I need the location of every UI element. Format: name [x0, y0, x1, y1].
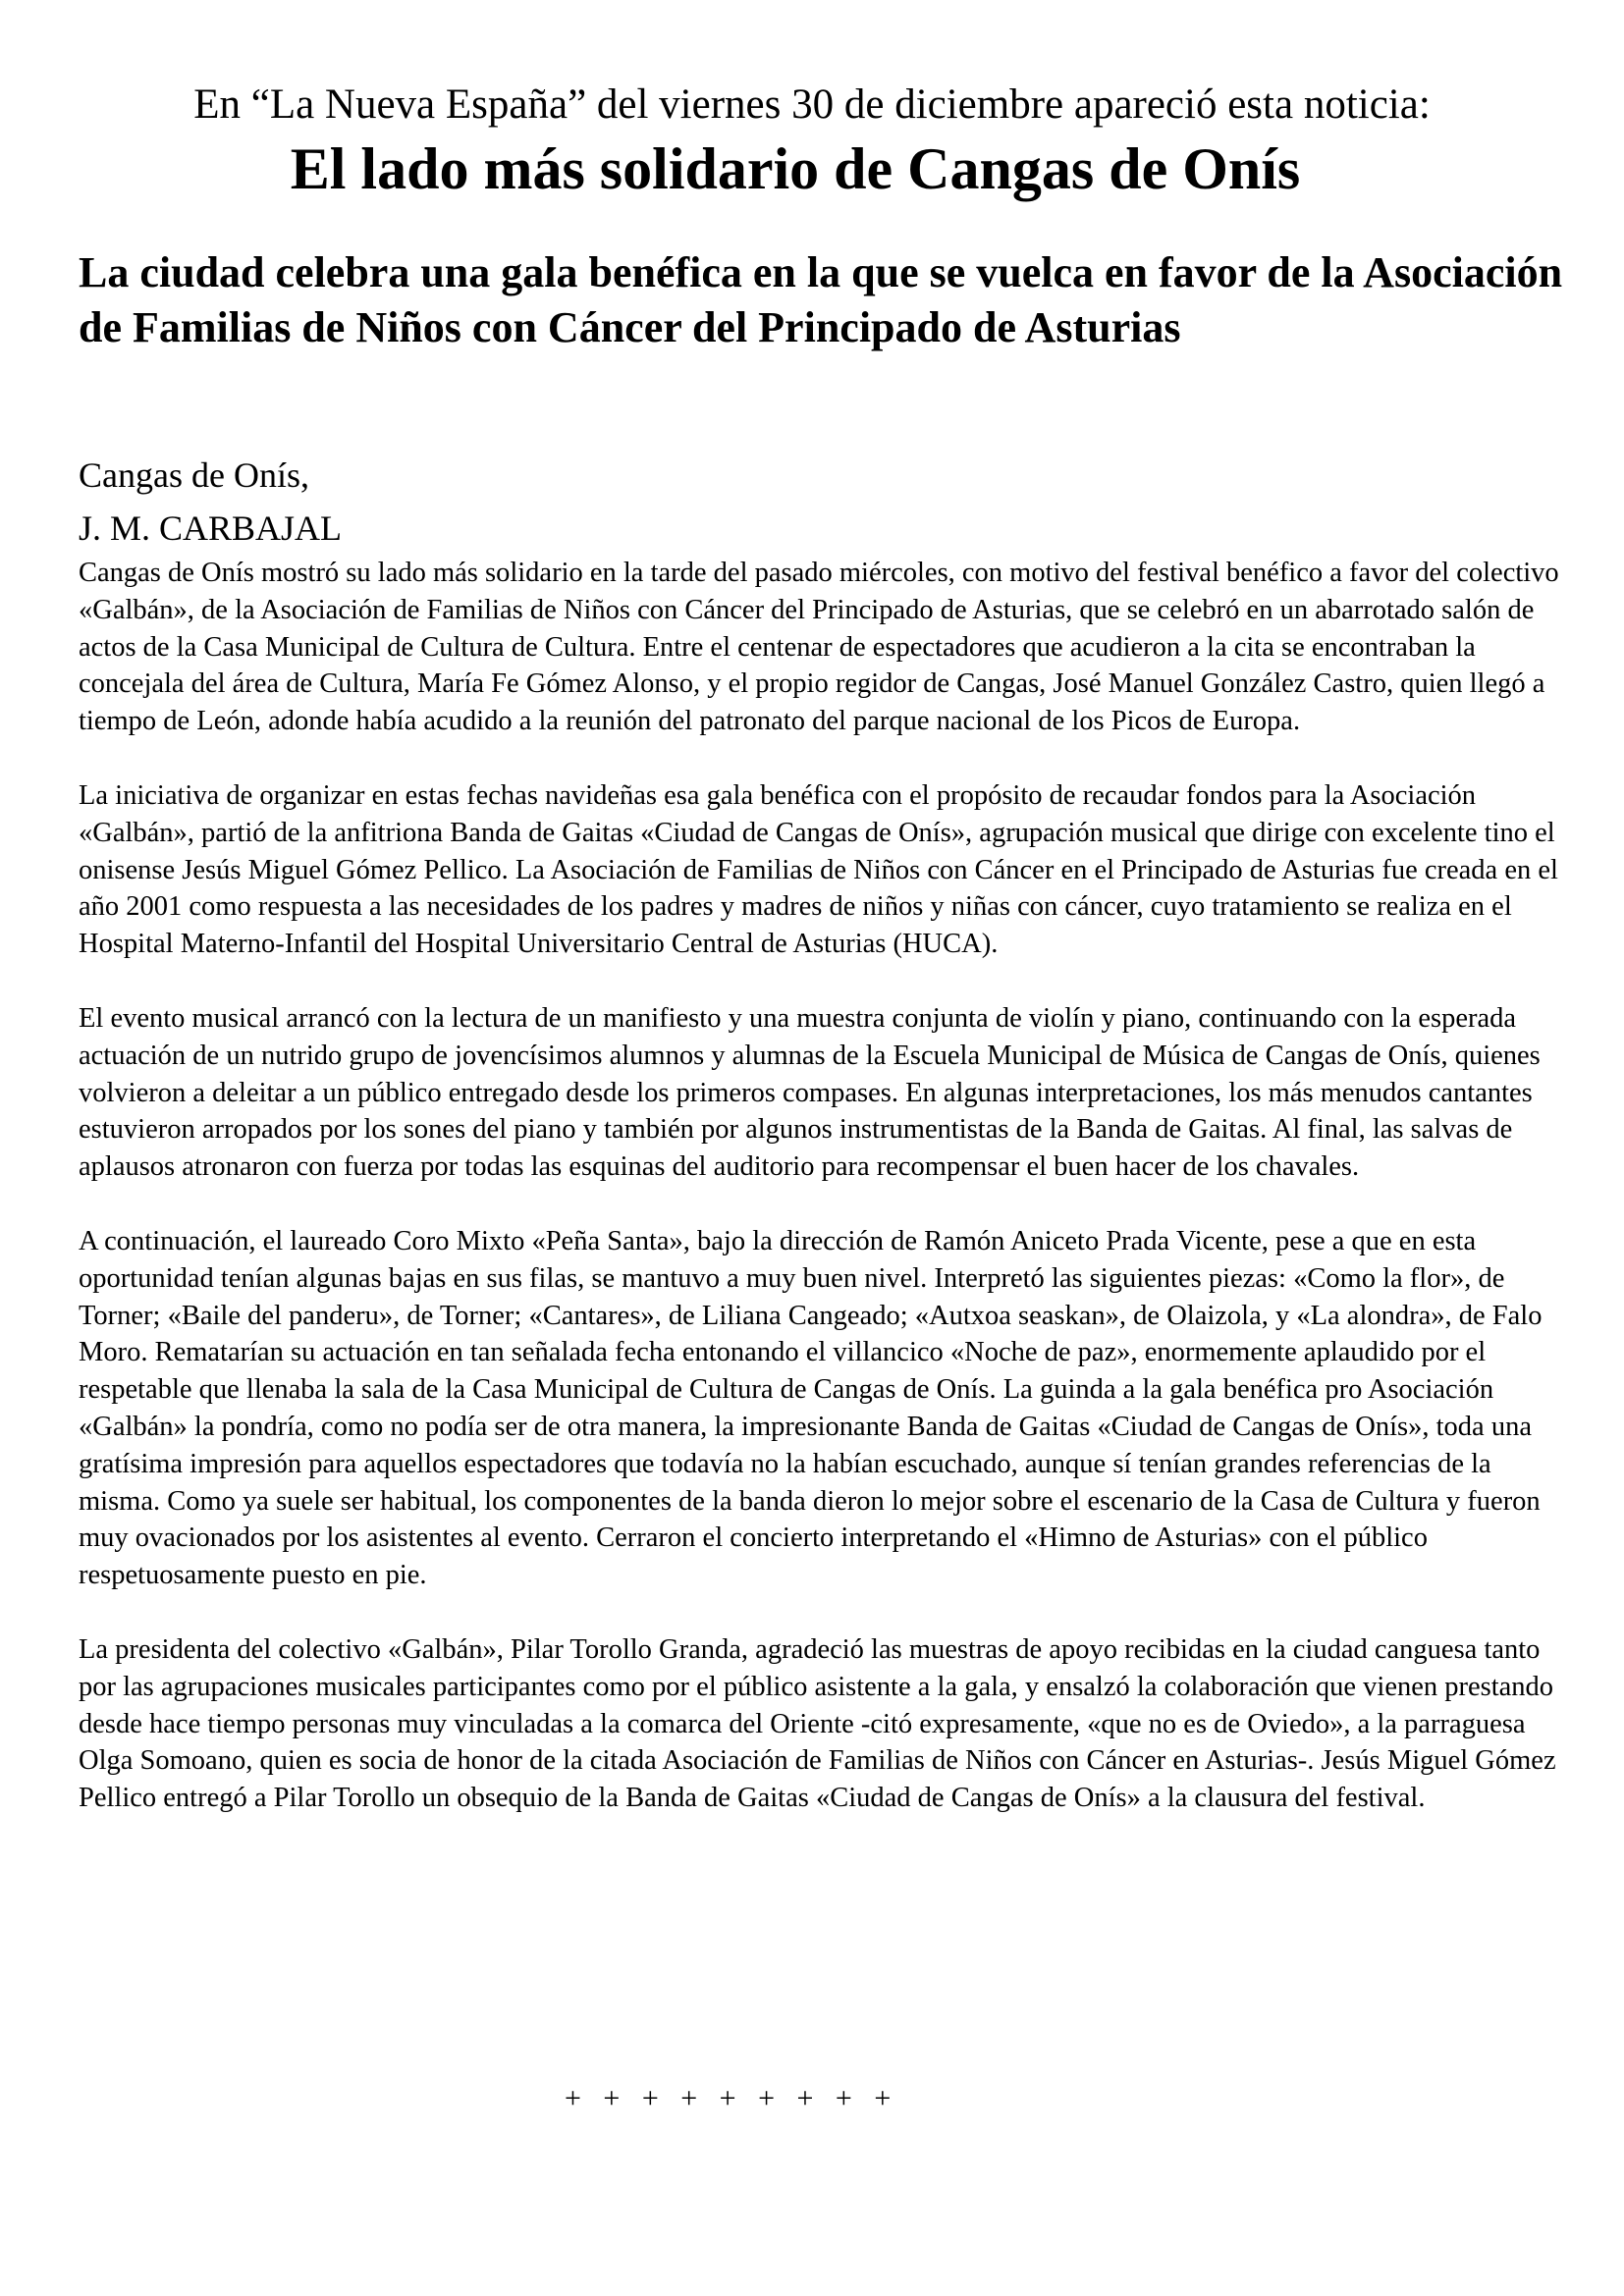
paragraph: La iniciativa de organizar en estas fechas navideñas esa gala benéfica con el propósito de recaudar fondos para la Asociación «Galbán», partió de la anfitriona Banda de Gaitas «Ciudad de Cangas de Onís», agrupación musical que dirige con excelente tino el onisense Jesús Miguel Gómez Pellico. La Asociación de Familias de Niños con Cáncer en el Principado de Asturias fue creada en el año 2001 como respuesta a las necesidades de los padres y madres de niños y niñas con cáncer, cuyo tratamiento se realiza en el Hospital Materno-Infantil del Hospital Universitario Central de Asturias (HUCA). [79, 779, 1558, 960]
section-separator: + + + + + + + + + [565, 2082, 892, 2114]
byline-author: J. M. CARBAJAL [79, 508, 343, 548]
article-title: El lado más solidario de Cangas de Onís [290, 136, 1301, 201]
paragraph: A continuación, el laureado Coro Mixto «Peña Santa», bajo la dirección de Ramón Aniceto Prada Vicente, pese a que en esta oportunidad tenían algunas bajas en sus filas, se mantuvo a muy buen nivel. Interpretó las siguientes piezas: «Como la flor», de Torner; «Baile del panderu», de Torner; «Cantares», de Liliana Cangeado; «Autxoa seaskan», de Olaizola, y «La alondra», de Falo Moro. Rematarían su actuación en tan señalada fecha entonando el villancico «Noche de paz», enormemente aplaudido por el respetable que llenaba la sala de la Casa Municipal de Cultura de Cangas de Onís. La guinda a la gala benéfica pro Asociación «Galbán» la pondría, como no podía ser de otra manera, la impresionante Banda de Gaitas «Ciudad de Cangas de Onís», toda una gratísima impresión para aquellos espectadores que todavía no la habían escuchado, aunque sí tenían grandes referencias de la misma. Como ya suele ser habitual, los componentes de la banda dieron lo mejor sobre el escenario de la Casa de Cultura y fueron muy ovacionados por los asistentes al evento. Cerraron el concierto interpretando el «Himno de Asturias» con el público respetuosamente puesto en pie. [79, 1225, 1543, 1591]
paragraph: La presidenta del colectivo «Galbán», Pilar Torollo Granda, agradeció las muestras de apoyo recibidas en la ciudad canguesa tanto por las agrupaciones musicales participantes como por el público asistente a la gala, y ensalzó la colaboración que vienen prestando desde hace tiempo personas muy vinculadas a la comarca del Oriente -citó expresamente, «que no es de Oviedo», a la parraguesa Olga Somoano, quien es socia de honor de la citada Asociación de Familias de Niños con Cáncer en Asturias-. Jesús Miguel Gómez Pellico entregó a Pilar Torollo un obsequio de la Banda de Gaitas «Ciudad de Cangas de Onís» a la clausura del festival. [79, 1633, 1556, 1814]
paragraph: Cangas de Onís mostró su lado más solidario en la tarde del pasado miércoles, con motivo del festival benéfico a favor del colectivo «Galbán», de la Asociación de Familias de Niños con Cáncer del Principado de Asturias, que se celebró en un abarrotado salón de actos de la Casa Municipal de Cultura de Cultura. Entre el centenar de espectadores que acudieron a la cita se encontraban la concejala del área de Cultura, María Fe Gómez Alonso, y el propio regidor de Cangas, José Manuel González Castro, quien llegó a tiempo de León, adonde había acudido a la reunión del patronato del parque nacional de los Picos de Europa. [79, 558, 1559, 737]
paragraph: El evento musical arrancó con la lectura de un manifiesto y una muestra conjunta de violín y piano, continuando con la esperada actuación de un nutrido grupo de jovencísimos alumnos y alumnas de la Escuela Municipal de Música de Cangas de Onís, quienes volvieron a deleitar a un público entregado desde los primeros compases. En algunas interpretaciones, los más menudos cantantes estuvieron arropados por los sones del piano y también por algunos instrumentistas de la Banda de Gaitas. Al final, las salvas de aplausos atronaron con fuerza por todas las esquinas del auditorio para recompensar el buen hacer de los chavales. [79, 1002, 1541, 1183]
article-subtitle: La ciudad celebra una gala benéfica en la que se vuelca en favor de la Asociación de Familias de Niños con Cáncer del Principado de Asturias [79, 248, 1563, 351]
dateline-place: Cangas de Onís, [79, 455, 309, 495]
intro-line: En “La Nueva España” del viernes 30 de diciembre apareció esta noticia: [193, 81, 1431, 128]
article-body [79, 555, 1559, 1854]
